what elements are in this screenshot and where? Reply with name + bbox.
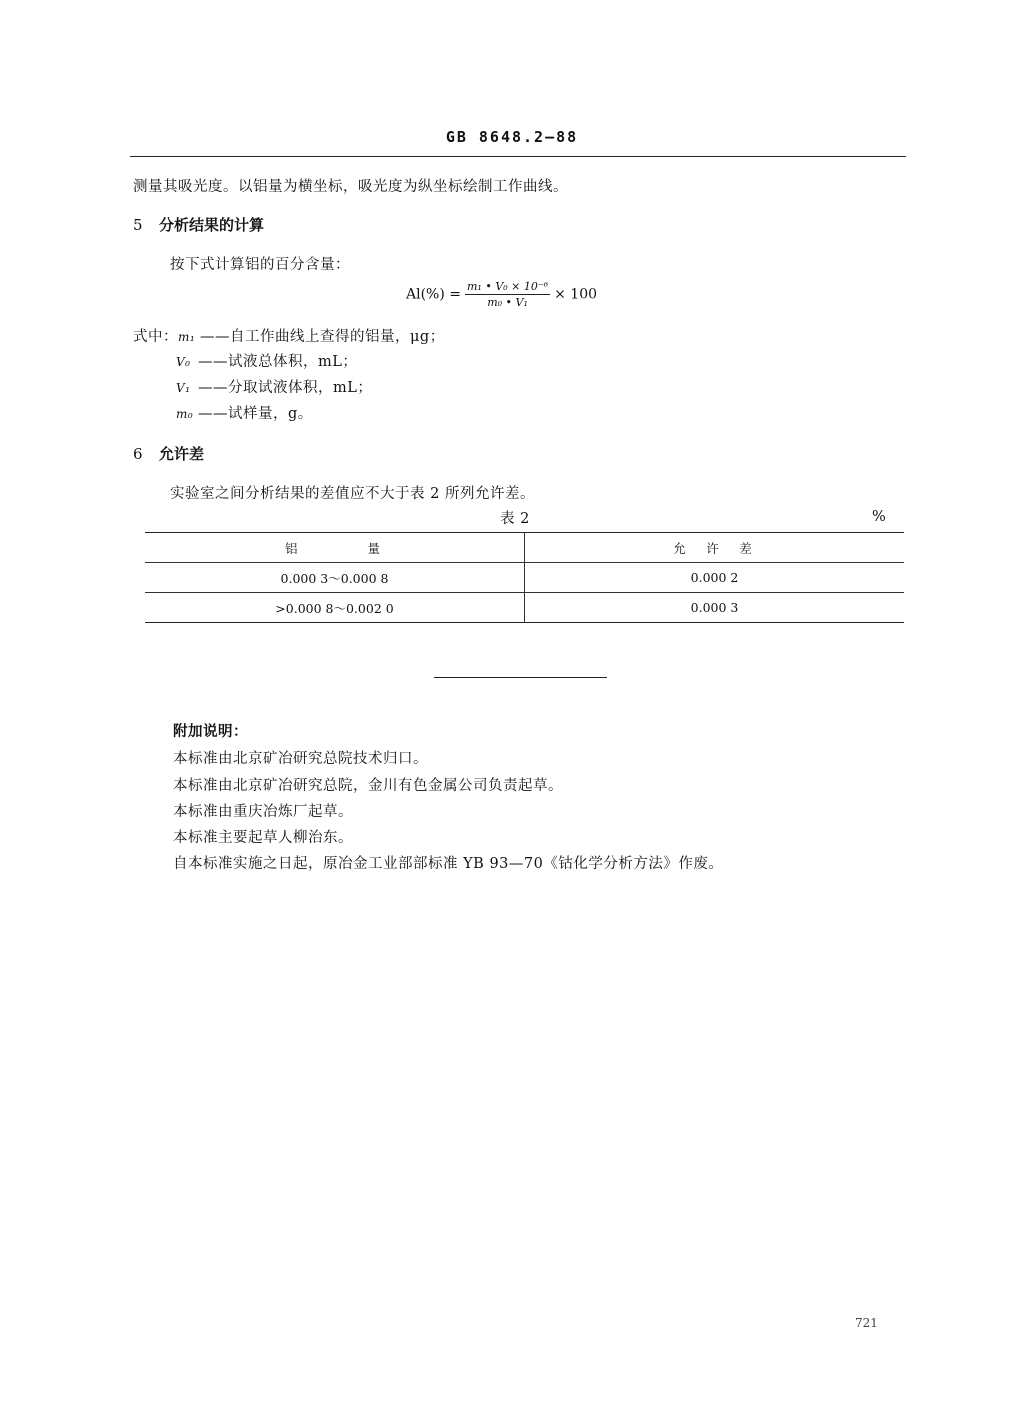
table-cell-range: 0.000 3～0.000 8 [145,563,525,593]
table-row [145,593,904,623]
page-number: 721 [855,1316,878,1330]
section-5-title: 分析结果的计算 [159,216,265,234]
standard-code-header: GB 8648.2—88 [445,128,579,146]
table-cell-tolerance: 0.000 2 [525,563,905,593]
table-header-row [145,533,904,563]
notes-line: 自本标准实施之日起，原冶金工业部部标准 YB 93—70《钴化学分析方法》作废。 [173,856,724,872]
table-caption: 表 2 [500,511,530,527]
formula-lhs: Al(%) = [406,286,461,303]
notes-title: 附加说明： [173,723,248,740]
where-line-1 [133,325,445,346]
table-cell-tolerance: 0.000 3 [525,593,905,623]
section-6-number: 6 [133,445,143,463]
symbol-name: m₁ [178,330,196,344]
table-unit: % [872,509,887,525]
symbol-name: V₀ [176,355,191,369]
table-cell-range: >0.000 8～0.002 0 [145,593,525,623]
symbol-name: m₀ [176,407,194,421]
section-6-heading [133,443,204,464]
notes-line: 本标准主要起草人柳治东。 [173,830,353,846]
section-5-number: 5 [133,216,143,234]
table-header-aluminium: 铝 量 [145,533,525,563]
notes-line: 本标准由北京矿冶研究总院技术归口。 [173,751,428,767]
tolerance-table [145,532,904,623]
section-6-text: 实验室之间分析结果的差值应不大于表 2 所列允许差。 [170,486,535,502]
symbol-description: ——自工作曲线上查得的铝量，μg； [200,329,445,345]
where-line-2 [176,350,357,371]
header-rule [130,156,906,157]
end-separator [434,677,607,678]
intro-line: 测量其吸光度。以铝量为横坐标，吸光度为纵坐标绘制工作曲线。 [133,179,568,195]
section-6-title: 允许差 [159,445,205,463]
table-header-tolerance: 允 许 差 [525,533,905,563]
symbol-description: ——试液总体积，mL； [198,354,358,370]
where-line-3 [176,376,372,397]
symbol-description: ——分取试液体积，mL； [198,380,373,396]
symbol-name: V₁ [176,381,191,395]
formula-fraction [465,280,550,309]
formula-denominator: m₀ • V₁ [487,296,528,309]
where-line-4 [176,402,313,423]
table-row [145,563,904,593]
formula-numerator: m₁ • V₀ × 10⁻⁶ [467,280,549,293]
section-5-text: 按下式计算铝的百分含量： [170,257,350,273]
symbol-description: ——试样量，g。 [198,406,313,422]
where-label: 式中： [133,329,178,345]
formula-rhs: × 100 [554,286,598,303]
section-5-heading [133,214,264,235]
notes-line: 本标准由重庆冶炼厂起草。 [173,804,353,820]
notes-line: 本标准由北京矿冶研究总院，金川有色金属公司负责起草。 [173,778,563,794]
al-formula [406,280,597,309]
